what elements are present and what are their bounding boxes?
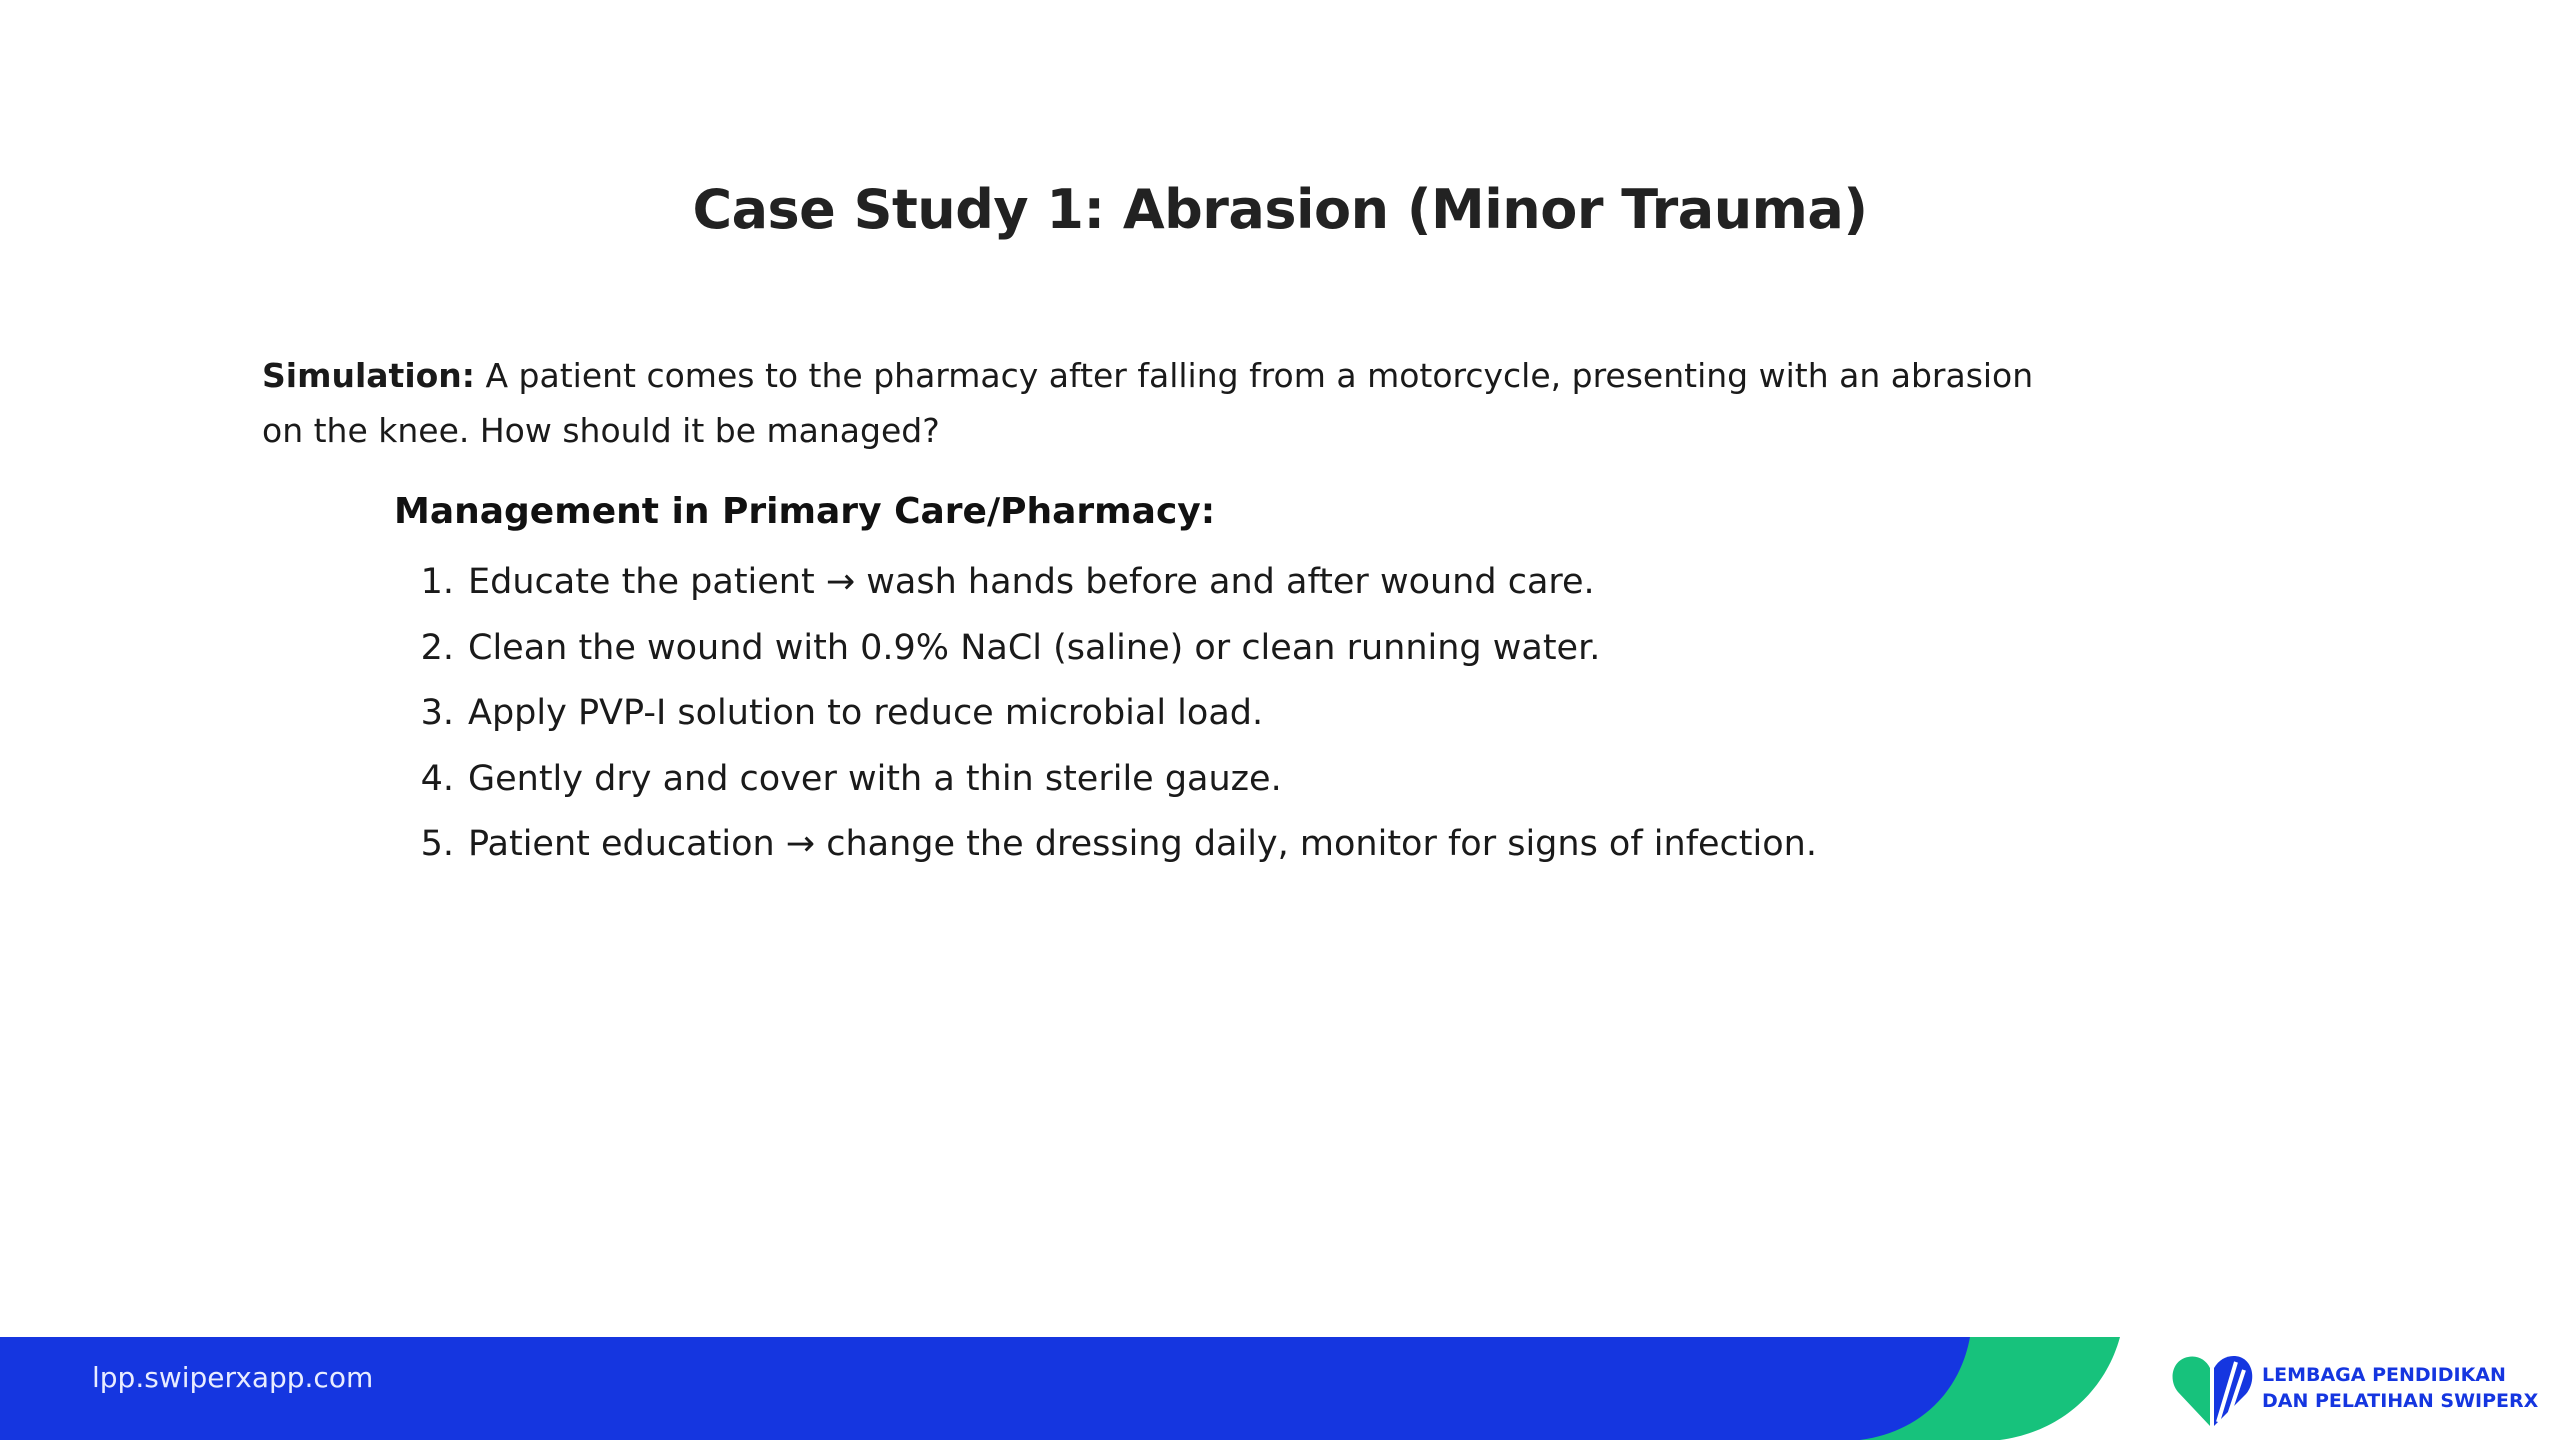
brand-logo	[2170, 1352, 2539, 1428]
step-text: Patient education → change the dressing daily, monitor for signs of infection.	[468, 824, 1817, 864]
list-item	[394, 616, 2294, 682]
step-number: 5.	[420, 824, 454, 864]
simulation-label: Simulation:	[262, 356, 475, 395]
management-section	[394, 482, 2294, 878]
step-number: 2.	[420, 627, 454, 668]
list-item	[394, 550, 2294, 616]
step-text: Clean the wound with 0.9% NaCl (saline) or clean running water.	[468, 627, 1601, 668]
slide-title: Case Study 1: Abrasion (Minor Trauma)	[692, 178, 1868, 241]
management-steps-list	[394, 550, 2294, 878]
list-item	[394, 812, 2294, 878]
logo-line-2: DAN PELATIHAN SWIPERX	[2262, 1390, 2539, 1412]
list-item	[394, 681, 2294, 747]
simulation-text: A patient comes to the pharmacy after falling from a motorcycle, presenting with an abrasion on the knee. How should it be managed?	[262, 356, 2034, 450]
heart-logo-icon	[2170, 1352, 2256, 1428]
logo-line-1: LEMBAGA PENDIDIKAN	[2262, 1364, 2506, 1386]
management-heading: Management in Primary Care/Pharmacy:	[394, 491, 1216, 532]
simulation-paragraph	[262, 348, 2062, 458]
brand-logo-text	[2262, 1362, 2538, 1414]
step-number: 1.	[420, 562, 454, 602]
list-item	[394, 747, 2294, 813]
step-text: Apply PVP-I solution to reduce microbial load.	[468, 693, 1264, 733]
step-number: 3.	[420, 693, 454, 733]
footer-url-link[interactable]: lpp.swiperxapp.com	[92, 1361, 374, 1394]
step-text: Gently dry and cover with a thin sterile gauze.	[468, 758, 1282, 799]
step-text: Educate the patient → wash hands before and after wound care.	[468, 562, 1595, 602]
step-number: 4.	[420, 758, 454, 799]
